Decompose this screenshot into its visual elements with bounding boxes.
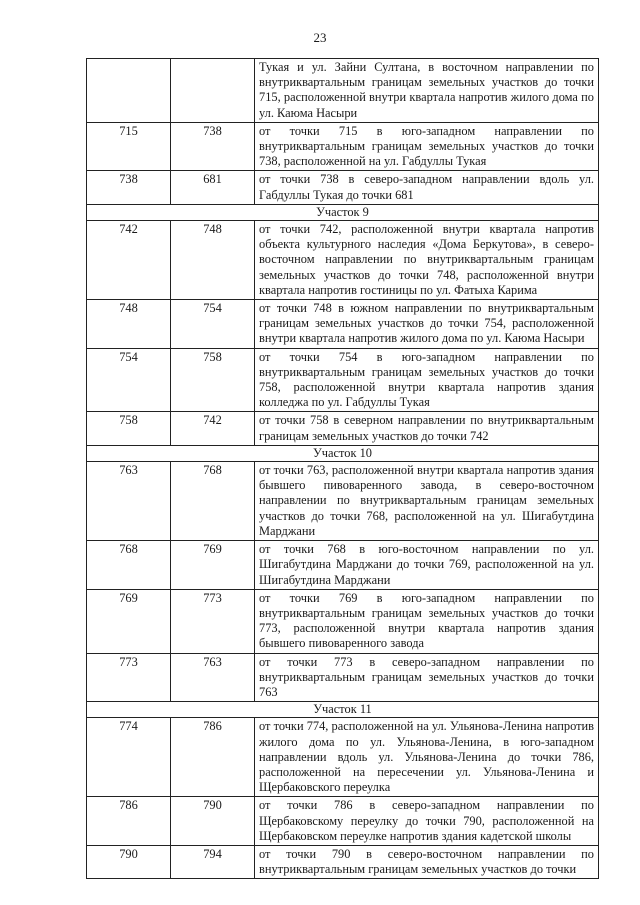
page-number: 23 bbox=[313, 30, 327, 45]
from-point-cell: 738 bbox=[87, 171, 171, 204]
to-point-cell bbox=[171, 59, 255, 123]
boundary-description-cell: от точки 790 в северо-восточном направлении по внутриквартальным границам земельных участков до точки bbox=[255, 845, 599, 878]
table-row bbox=[87, 845, 599, 878]
from-point-cell bbox=[87, 59, 171, 123]
to-point-cell: 786 bbox=[171, 718, 255, 797]
from-point-cell: 774 bbox=[87, 718, 171, 797]
boundary-description-cell: от точки 758 в северном направлении по внутриквартальным границам земельных участков до точки 742 bbox=[255, 412, 599, 445]
boundary-description-cell: Тукая и ул. Зайни Султана, в восточном направлении по внутриквартальным границам земельных участков до точки 715, расположенной внутри квартала напротив жилого дома по ул. Каюма Насыри bbox=[255, 59, 599, 123]
section-header-row bbox=[87, 204, 599, 220]
to-point-cell: 681 bbox=[171, 171, 255, 204]
boundary-description-cell: от точки 763, расположенной внутри квартала напротив здания бывшего пивоваренного завода, в северо-восточном направлении по внутриквартальным границам земельных участков до точки 768, расположенной на ул. Шигабутдина Марджани bbox=[255, 462, 599, 541]
from-point-cell: 786 bbox=[87, 797, 171, 846]
boundary-description-cell: от точки 769 в юго-западном направлении по внутриквартальным границам земельных участков до точки 773, расположенной внутри квартала напротив здания бывшего пивоваренного завода bbox=[255, 589, 599, 653]
to-point-cell: 763 bbox=[171, 653, 255, 702]
to-point-cell: 769 bbox=[171, 541, 255, 590]
to-point-cell: 773 bbox=[171, 589, 255, 653]
section-title: Участок 11 bbox=[87, 702, 599, 718]
to-point-cell: 768 bbox=[171, 462, 255, 541]
table-row bbox=[87, 589, 599, 653]
table-row bbox=[87, 122, 599, 171]
table-row bbox=[87, 462, 599, 541]
boundary-description-cell: от точки 738 в северо-западном направлении вдоль ул. Габдуллы Тукая до точки 681 bbox=[255, 171, 599, 204]
to-point-cell: 758 bbox=[171, 348, 255, 412]
section-header-row bbox=[87, 702, 599, 718]
boundary-description-cell: от точки 754 в юго-западном направлении по внутриквартальным границам земельных участков до точки 758, расположенной внутри квартала напротив здания колледжа по ул. Габдуллы Тукая bbox=[255, 348, 599, 412]
table-row bbox=[87, 541, 599, 590]
from-point-cell: 769 bbox=[87, 589, 171, 653]
from-point-cell: 715 bbox=[87, 122, 171, 171]
boundary-description-table bbox=[86, 58, 599, 879]
section-header-row bbox=[87, 445, 599, 461]
table-row bbox=[87, 171, 599, 204]
table-row bbox=[87, 718, 599, 797]
from-point-cell: 773 bbox=[87, 653, 171, 702]
boundary-description-cell: от точки 715 в юго-западном направлении по внутриквартальным границам земельных участков до точки 738, расположенной на ул. Габдуллы Тукая bbox=[255, 122, 599, 171]
boundary-description-cell: от точки 768 в юго-восточном направлении по ул. Шигабутдина Марджани до точки 769, расположенной на ул. Шигабутдина Марджани bbox=[255, 541, 599, 590]
to-point-cell: 794 bbox=[171, 845, 255, 878]
from-point-cell: 754 bbox=[87, 348, 171, 412]
to-point-cell: 738 bbox=[171, 122, 255, 171]
table-row bbox=[87, 221, 599, 300]
boundary-description-cell: от точки 748 в южном направлении по внутриквартальным границам земельных участков до точки 754, расположенной внутри квартала напротив жилого дома по ул. Каюма Насыри bbox=[255, 300, 599, 349]
table-row bbox=[87, 59, 599, 123]
to-point-cell: 742 bbox=[171, 412, 255, 445]
section-title: Участок 10 bbox=[87, 445, 599, 461]
to-point-cell: 790 bbox=[171, 797, 255, 846]
boundary-description-cell: от точки 742, расположенной внутри квартала напротив объекта культурного наследия «Дома Беркутова», в северо-восточном направлении по внутриквартальным границам земельных участков до точки 748, расположенной внутри квартала напротив гостиницы по ул. Фатыха Карима bbox=[255, 221, 599, 300]
to-point-cell: 754 bbox=[171, 300, 255, 349]
boundary-description-cell: от точки 773 в северо-западном направлении по внутриквартальным границам земельных участков до точки 763 bbox=[255, 653, 599, 702]
from-point-cell: 748 bbox=[87, 300, 171, 349]
table-row bbox=[87, 797, 599, 846]
from-point-cell: 758 bbox=[87, 412, 171, 445]
table-row bbox=[87, 412, 599, 445]
table-row bbox=[87, 653, 599, 702]
from-point-cell: 768 bbox=[87, 541, 171, 590]
from-point-cell: 742 bbox=[87, 221, 171, 300]
boundary-description-cell: от точки 774, расположенной на ул. Ульянова-Ленина напротив жилого дома по ул. Ульянова-Ленина, в юго-западном направлении вдоль ул. Ульянова-Ленина до точки 786, расположенной на пересечении ул. Ульянова-Ленина и Щербаковского переулка bbox=[255, 718, 599, 797]
section-title: Участок 9 bbox=[87, 204, 599, 220]
from-point-cell: 763 bbox=[87, 462, 171, 541]
table-row bbox=[87, 300, 599, 349]
to-point-cell: 748 bbox=[171, 221, 255, 300]
boundary-description-cell: от точки 786 в северо-западном направлении по Щербаковскому переулку до точки 790, расположенной на Щербаковском переулке напротив здания кадетской школы bbox=[255, 797, 599, 846]
from-point-cell: 790 bbox=[87, 845, 171, 878]
table-row bbox=[87, 348, 599, 412]
